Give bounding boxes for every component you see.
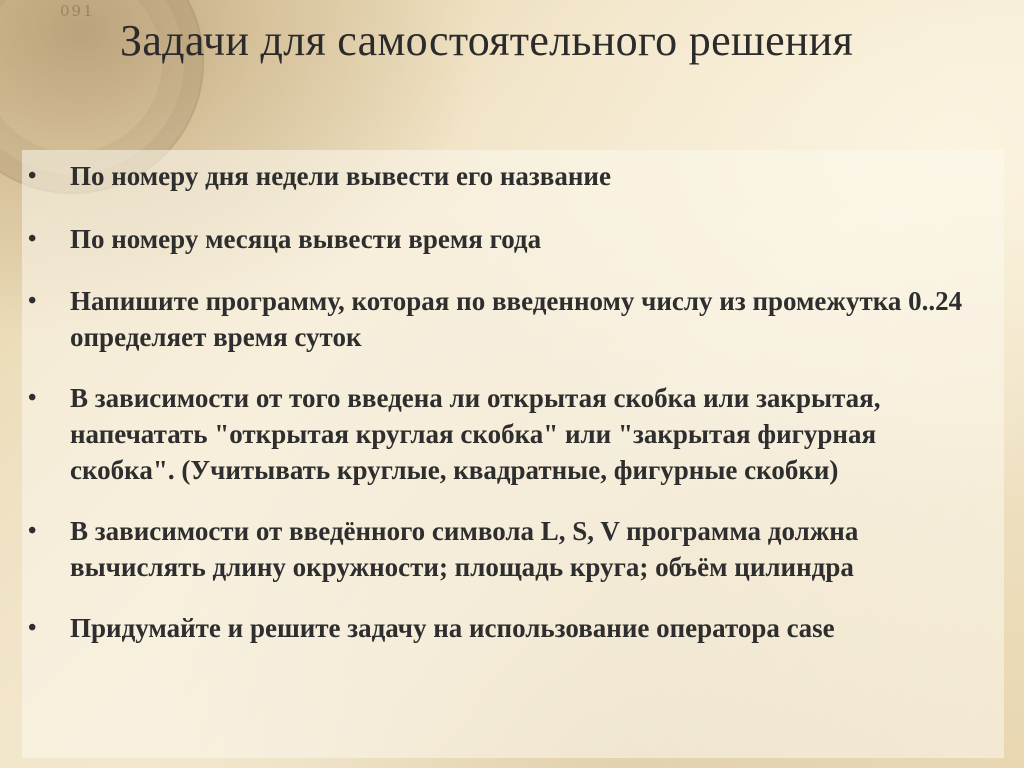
bullet-text: В зависимости от введённого символа L, S, V программа должна вычислять длину окружности; площадь круга; объём цилиндра [70, 516, 859, 582]
bullet-list [22, 158, 1004, 646]
bullet-icon: • [28, 288, 37, 314]
bullet-item [22, 221, 1004, 257]
bullet-text: Придумайте и решите задачу на использование оператора case [70, 613, 835, 643]
bullet-item [22, 158, 1004, 194]
content-panel [22, 150, 1004, 758]
bullet-item [22, 610, 1004, 646]
bullet-item [22, 380, 1004, 488]
bullet-icon: • [28, 385, 37, 411]
bullet-icon: • [28, 163, 37, 189]
slide-title: Задачи для самостоятельного решения [120, 16, 854, 65]
bullet-text: По номеру дня недели вывести его название [70, 161, 611, 191]
bullet-icon: • [28, 615, 37, 641]
bullet-text: В зависимости от того введена ли открытая скобка или закрытая, напечатать "открытая круглая скобка" или "закрытая фигурная скобка". (Учитывать круглые, квадратные, фигурные скобки) [70, 383, 881, 485]
bullet-icon: • [28, 518, 37, 544]
bullet-icon: • [28, 226, 37, 252]
bullet-item [22, 283, 1004, 355]
bullet-text: Напишите программу, которая по введенному числу из промежутка 0..24 определяет время суток [70, 286, 963, 352]
compass-decoration-text: 091 [60, 2, 95, 20]
bullet-text: По номеру месяца вывести время года [70, 224, 542, 254]
bullet-item [22, 513, 1004, 585]
